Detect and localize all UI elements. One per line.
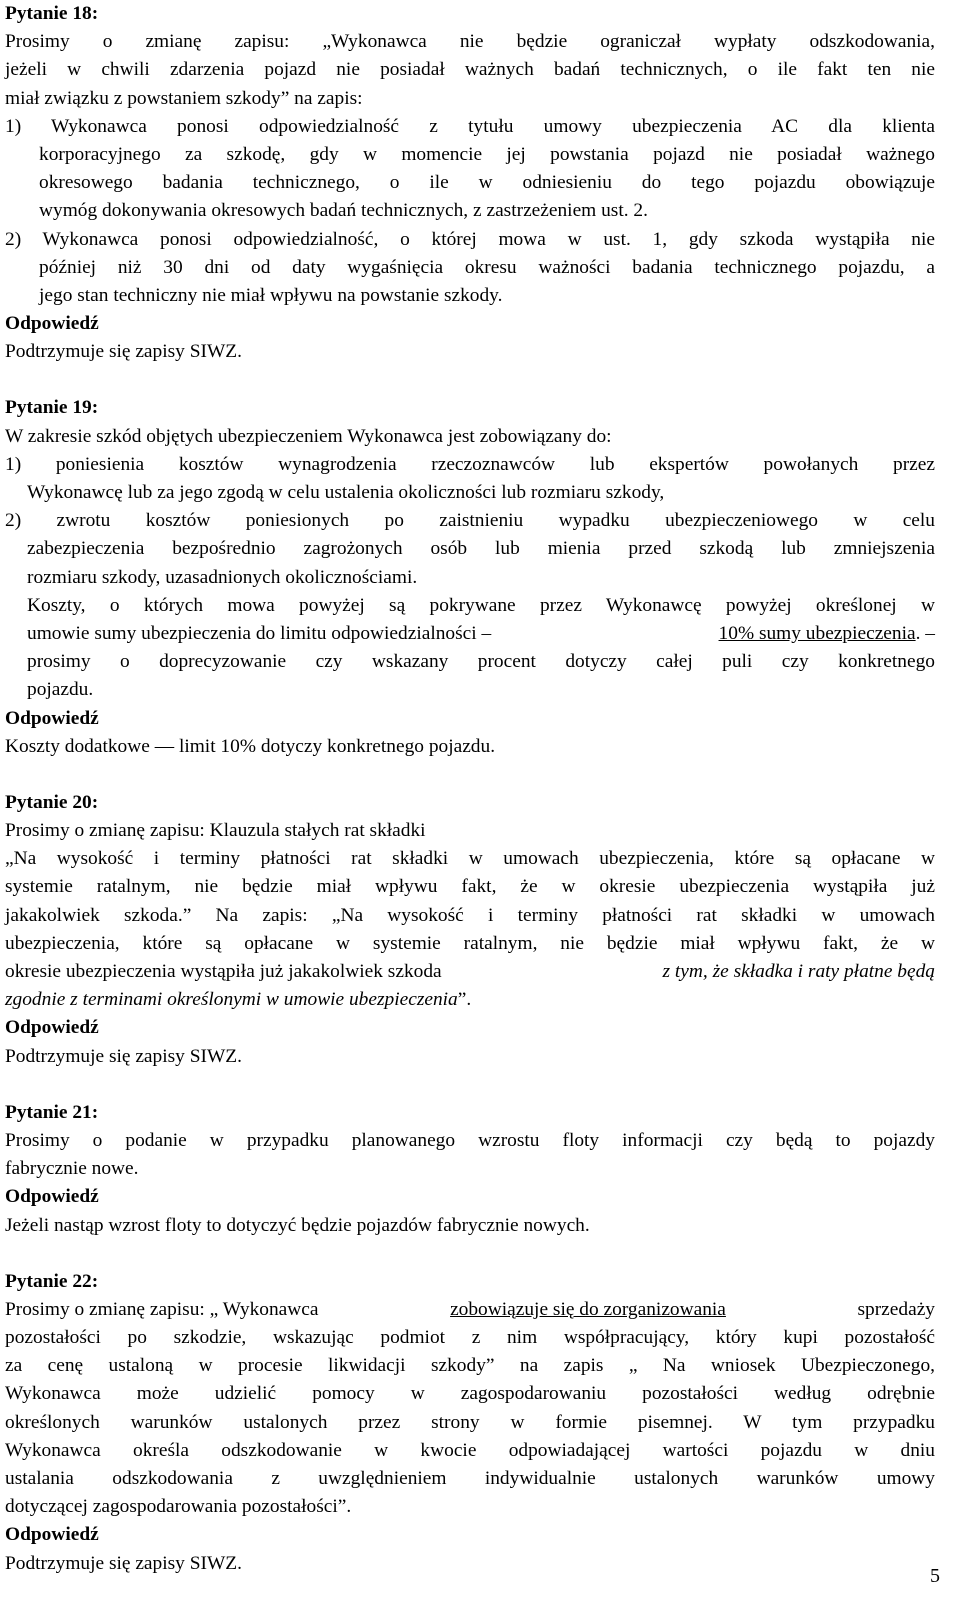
answer-text: Koszty dodatkowe — limit 10% dotyczy konkretnego pojazdu. [5,735,496,757]
question-text-line [5,986,935,1014]
answer-label: Odpowiedź [5,707,99,729]
question-text-line: pozostałości po szkodzie, wskazując podmiot z nim współpracujący, który kupi pozostałość [5,1327,935,1349]
text-span: umowie sumy ubezpieczenia do limitu odpowiedzialności – [27,622,492,644]
answer-label: Odpowiedź [5,1017,99,1039]
text-span: okresie ubezpieczenia wystąpiła już jakakolwiek szkoda [5,961,442,982]
underlined-text: 10% sumy ubezpieczenia [718,622,916,644]
text-span: Prosimy o zmianę zapisu: „ Wykonawca [5,1298,319,1320]
question-text-line: ubezpieczenia, które są opłacane w systemie ratalnym, nie będzie miał wpływu fakt, że w [5,932,935,954]
question-title: Pytanie 21: [5,1101,99,1123]
question-text-line: pojazdu. [27,679,94,701]
list-item-line: 2) zwrotu kosztów poniesionych po zaistnieniu wypadku ubezpieczeniowego w celu [5,510,935,532]
question-text-line: prosimy o doprecyzowanie czy wskazany procent dotyczy całej puli czy konkretnego [27,651,935,673]
text-span: ”. [457,989,472,1011]
question-22 [5,1268,935,1578]
question-text-line: Prosimy o zmianę zapisu: Klauzula stałych rat składki [5,820,426,842]
question-19 [5,394,935,760]
italic-text: z tym, że składka i raty płatne będą [662,961,935,982]
answer-text: Jeżeli nastąp wzrost floty to dotyczyć będzie pojazdów fabrycznie nowych. [5,1214,590,1236]
question-text-line: Wykonawca określa odszkodowanie w kwocie odpowiadającej wartości pojazdu w dniu [5,1439,935,1461]
question-text-line: jeżeli w chwili zdarzenia pojazd nie posiadał ważnych badań technicznych, o ile fakt ten nie [5,59,935,81]
question-title: Pytanie 19: [5,397,99,419]
question-text-line [5,620,935,648]
answer-text: Podtrzymuje się zapisy SIWZ. [5,1552,242,1574]
question-text-line: Wykonawca może udzielić pomocy w zagospodarowaniu pozostałości według odrębnie [5,1383,935,1405]
list-item-line: 2) Wykonawca ponosi odpowiedzialność, o której mowa w ust. 1, gdy szkoda wystąpiła nie [5,228,935,250]
answer-label: Odpowiedź [5,1524,99,1546]
list-item-line: Wykonawcę lub za jego zgodą w celu ustalenia okoliczności lub rozmiaru szkody, [27,482,665,503]
question-text-line [5,1296,935,1324]
question-text-line: „Na wysokość i terminy płatności rat składki w umowach ubezpieczenia, które są opłacane w [5,848,935,870]
question-text-line: jakakolwiek szkoda.” Na zapis: „Na wysokość i terminy płatności rat składki w umowach [5,904,935,926]
answer-label: Odpowiedź [5,1186,99,1208]
question-text-line: określonych warunków ustalonych przez strony w formie pisemnej. W tym przypadku [5,1411,935,1433]
document-page [5,0,935,1578]
question-21 [5,1099,935,1240]
list-item-line: 1) Wykonawca ponosi odpowiedzialność z tytułu umowy ubezpieczenia AC dla klienta [5,115,935,137]
list-item-line: okresowego badania technicznego, o ile w odniesieniu do tego pojazdu obowiązuje [39,172,935,194]
question-text-line: dotyczącej zagospodarowania pozostałości”. [5,1496,352,1518]
question-title: Pytanie 20: [5,791,99,813]
list-item-line: jego stan techniczny nie miał wpływu na powstanie szkody. [39,284,503,306]
list-item-line: korporacyjnego za szkodę, gdy w momencie jej powstania pojazd nie posiadał ważnego [39,143,935,165]
text-span: . – [915,622,935,644]
question-title: Pytanie 22: [5,1270,99,1292]
text-span: sprzedaży [857,1298,935,1320]
list-item-line: zabezpieczenia bezpośrednio zagrożonych osób lub mienia przed szkodą lub zmniejszenia [27,538,935,560]
answer-text: Podtrzymuje się zapisy SIWZ. [5,341,242,363]
page-number: 5 [930,1565,940,1587]
list-item-line: rozmiaru szkody, uzasadnionych okolicznościami. [27,566,418,588]
question-text-line: systemie ratalnym, nie będzie miał wpływu fakt, że w okresie ubezpieczenia wystąpiła już [5,876,935,898]
answer-label: Odpowiedź [5,313,99,335]
question-text-line: Prosimy o zmianę zapisu: „Wykonawca nie będzie ograniczał wypłaty odszkodowania, [5,31,935,53]
question-text-line: W zakresie szkód objętych ubezpieczeniem Wykonawca jest zobowiązany do: [5,425,612,447]
question-title: Pytanie 18: [5,3,99,24]
question-text-line: Prosimy o podanie w przypadku planowanego wzrostu floty informacji czy będą to pojazdy [5,1129,935,1151]
answer-text: Podtrzymuje się zapisy SIWZ. [5,1045,242,1067]
italic-text: zgodnie z terminami określonymi w umowie ubezpieczenia [5,989,458,1011]
question-text-line: miał związku z powstaniem szkody” na zapis: [5,87,363,109]
list-item-line: 1) poniesienia kosztów wynagrodzenia rzeczoznawców lub ekspertów powołanych przez [5,453,935,475]
question-text-line: fabrycznie nowe. [5,1158,139,1180]
question-text-line [5,958,935,986]
question-18 [5,0,935,366]
question-20 [5,789,935,1071]
question-text-line: ustalania odszkodowania z uwzględnieniem indywidualnie ustalonych warunków umowy [5,1468,935,1489]
list-item-line: później niż 30 dni od daty wygaśnięcia okresu ważności badania technicznego pojazdu, a [39,256,935,278]
underlined-text: zobowiązuje się do zorganizowania [450,1298,726,1320]
question-text-line: za cenę ustaloną w procesie likwidacji szkody” na zapis „ Na wniosek Ubezpieczonego, [5,1355,935,1377]
list-item-line: wymóg dokonywania okresowych badań technicznych, z zastrzeżeniem ust. 2. [39,200,648,222]
question-text-line: Koszty, o których mowa powyżej są pokrywane przez Wykonawcę powyżej określonej w [27,594,935,616]
